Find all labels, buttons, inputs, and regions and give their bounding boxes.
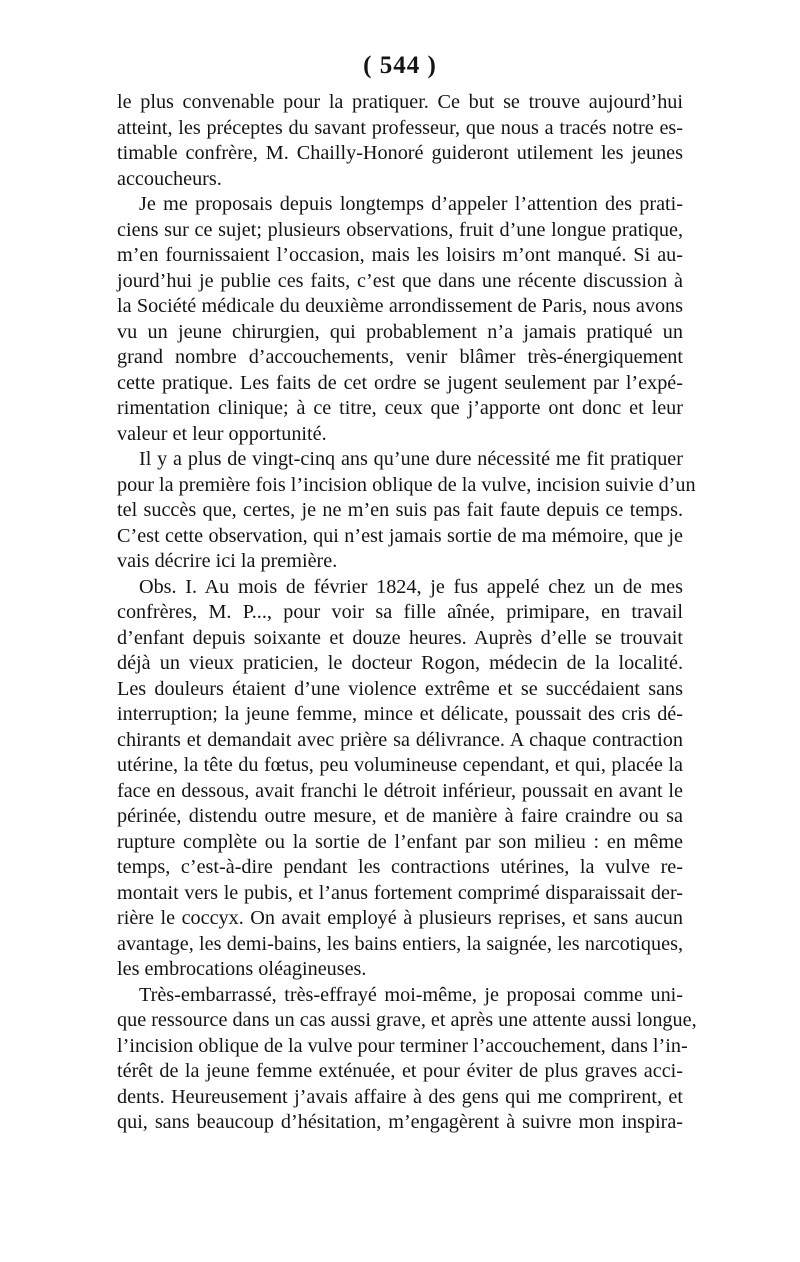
page-number: ( 544 ) — [363, 52, 437, 79]
text-line: la Société médicale du deuxième arrondissement de Paris, nous avons — [117, 295, 683, 317]
text-line: d’enfant depuis soixante et douze heures. Auprès d’elle se trouvait — [117, 626, 683, 649]
text-line: confrères, M. P..., pour voir sa fille aînée, primipare, en travail — [117, 601, 683, 623]
text-line: vais décrire ici la première. — [117, 550, 338, 572]
text-line: grand nombre d’accouchements, venir blâmer très-énergiquement — [117, 346, 683, 368]
text-line: Il y a plus de vingt-cinq ans qu’une dure nécessité me fit pratiquer — [139, 448, 683, 470]
text-line: chirants et demandait avec prière sa délivrance. A chaque contraction — [117, 728, 683, 751]
text-line: que ressource dans un cas aussi grave, et après une attente aussi longue, — [117, 1009, 697, 1031]
paragraph-4 — [117, 575, 683, 983]
text-line: face en dessous, avait franchi le détroit inférieur, poussait en avant le — [117, 779, 683, 802]
paragraph-1 — [117, 90, 683, 192]
text-line: interruption; la jeune femme, mince et délicate, poussait des cris dé- — [117, 703, 683, 725]
text-line: les embrocations oléagineuses. — [117, 958, 367, 980]
text-line: jourd’hui je publie ces faits, c’est que dans une récente discussion à — [117, 269, 683, 292]
text-line: Les douleurs étaient d’une violence extrême et se succédaient sans — [117, 677, 683, 700]
text-line: périnée, distendu outre mesure, et de manière à faire craindre ou sa — [117, 805, 683, 827]
text-line: vu un jeune chirurgien, qui probablement n’a jamais pratiqué un — [117, 320, 683, 343]
text-line: Je me proposais depuis longtemps d’appeler l’attention des prati- — [139, 193, 683, 215]
text-line: accoucheurs. — [117, 167, 222, 190]
text-line: atteint, les préceptes du savant professeur, que nous a tracés notre es- — [117, 116, 683, 139]
text-line: déjà un vieux praticien, le docteur Rogon, médecin de la localité. — [117, 652, 683, 674]
text-line: avantage, les demi-bains, les bains entiers, la saignée, les narcotiques, — [117, 932, 683, 955]
text-line: qui, sans beaucoup d’hésitation, m’engagèrent à suivre mon inspira- — [117, 1111, 683, 1133]
text-line: rupture complète ou la sortie de l’enfant par son milieu : en même — [117, 830, 683, 853]
paragraph-5 — [117, 983, 697, 1136]
paragraph-2 — [117, 192, 683, 447]
body-text — [117, 90, 697, 1136]
paragraph-3 — [117, 447, 696, 575]
text-line: térêt de la jeune femme exténuée, et pour éviter de plus graves acci- — [117, 1060, 683, 1082]
text-line: le plus convenable pour la pratiquer. Ce but se trouve aujourd’hui — [117, 91, 683, 113]
text-line: utérine, la tête du fœtus, peu volumineuse cependant, et qui, placée la — [117, 754, 683, 776]
text-line: pour la première fois l’incision oblique de la vulve, incision suivie d’un — [117, 473, 696, 496]
text-line: timable confrère, M. Chailly-Honoré guideront utilement les jeunes — [117, 142, 683, 164]
text-line: ciens sur ce sujet; plusieurs observations, fruit d’une longue pratique, — [117, 218, 683, 241]
text-line: cette pratique. Les faits de cet ordre se jugent seulement par l’expé- — [117, 371, 683, 394]
text-line: dents. Heureusement j’avais affaire à des gens qui me comprirent, et — [117, 1085, 683, 1108]
text-line: rimentation clinique; à ce titre, ceux que j’apporte ont donc et leur — [117, 397, 683, 419]
text-line: tel succès que, certes, je ne m’en suis pas fait faute depuis ce temps. — [117, 499, 683, 521]
text-line: Très-embarrassé, très-effrayé moi-même, je proposai comme uni- — [139, 983, 683, 1006]
text-line: m’en fournissaient l’occasion, mais les loisirs m’ont manqué. Si au- — [117, 244, 683, 266]
text-line: valeur et leur opportunité. — [117, 422, 327, 445]
text-line: rière le coccyx. On avait employé à plusieurs reprises, et sans aucun — [117, 907, 683, 929]
text-line: temps, c’est-à-dire pendant les contractions utérines, la vulve re- — [117, 856, 683, 878]
text-line: C’est cette observation, qui n’est jamais sortie de ma mémoire, que je — [117, 524, 683, 547]
text-line: Obs. I. Au mois de février 1824, je fus appelé chez un de mes — [139, 575, 683, 598]
text-line: montait vers le pubis, et l’anus fortement comprimé disparaissait der- — [117, 881, 683, 904]
text-line: l’incision oblique de la vulve pour terminer l’accouchement, dans l’in- — [117, 1034, 688, 1057]
